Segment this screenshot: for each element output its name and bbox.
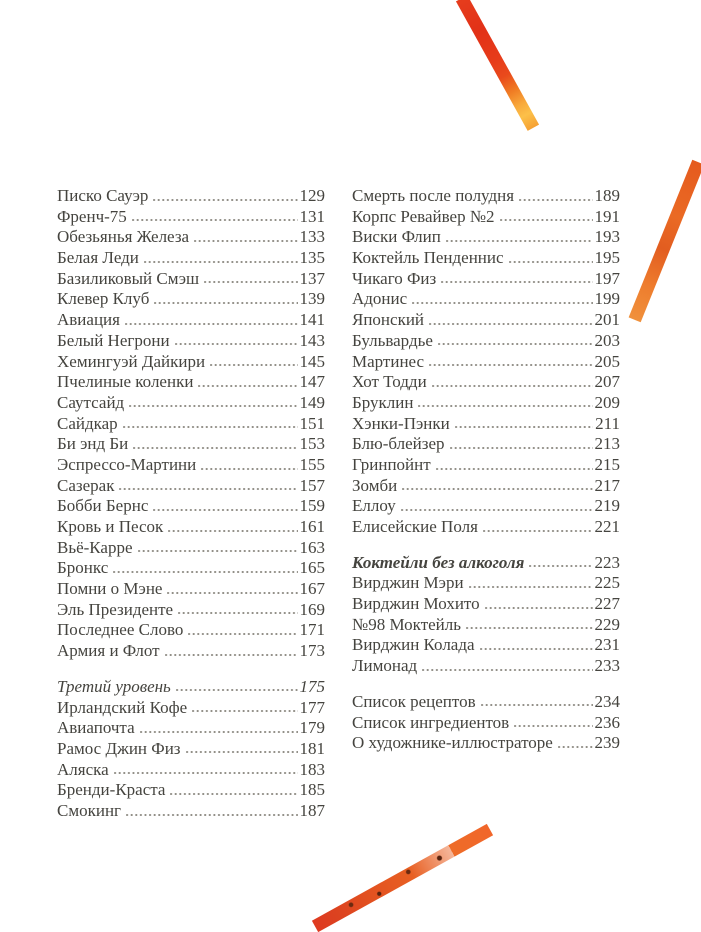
toc-entry-page-number: 139 (299, 289, 325, 309)
toc-entry-title: №98 Моктейль (352, 614, 462, 634)
toc-leader-dots (114, 772, 298, 774)
toc-entry-title: Лимонад (352, 656, 418, 676)
toc-leader-dots (188, 633, 297, 635)
toc-entry-title: Елисейские Поля (352, 517, 478, 536)
toc-entry (57, 227, 325, 248)
toc-entry-title: Авиапочта (57, 718, 135, 738)
toc-entry-page-number: 236 (594, 712, 620, 732)
toc-entry-title: Аляска (57, 759, 109, 779)
toc-entry-title: Армия и Флот (57, 641, 160, 661)
toc-entry-page-number: 183 (299, 759, 325, 779)
toc-entry (352, 635, 620, 656)
toc-entry-title: Коктейль Пенденнис (352, 248, 504, 268)
toc-leader-dots (167, 592, 297, 594)
toc-entry-title: Гринпойнт (352, 454, 431, 474)
toc-leader-dots (422, 669, 592, 671)
toc-entry-page-number: 189 (594, 186, 620, 205)
toc-leader-dots (500, 219, 593, 221)
toc-entry-title: Чикаго Физ (352, 268, 437, 288)
toc-entry (57, 455, 325, 476)
toc-entry (352, 248, 620, 269)
toc-entry (57, 331, 325, 352)
toc-entry-page-number: 217 (594, 475, 620, 495)
toc-entry (57, 186, 325, 207)
toc-entry (57, 641, 325, 662)
brush-stroke-top-right (456, 0, 539, 131)
toc-entry (57, 620, 325, 641)
toc-entry-title: Блю-блейзер (352, 434, 445, 454)
toc-entry-title: Мартинес (352, 351, 425, 371)
toc-entry (352, 352, 620, 373)
toc-entry-page-number: 147 (299, 372, 325, 392)
toc-entry-title: Третий уровень (57, 676, 171, 696)
toc-leader-dots (176, 689, 298, 691)
toc-entry-title: О художнике-иллюстраторе (352, 733, 553, 753)
toc-entry-page-number: 199 (594, 289, 620, 309)
toc-entry-title: Японский (352, 310, 425, 330)
toc-leader-dots (170, 793, 297, 795)
toc-leader-dots (429, 323, 592, 325)
toc-entry-page-number: 229 (594, 614, 620, 634)
toc-entry-page-number: 231 (594, 635, 620, 655)
toc-entry-title: Френч-75 (57, 206, 127, 226)
toc-section (352, 553, 620, 677)
toc-leader-dots (514, 725, 592, 727)
toc-entry-page-number: 211 (595, 413, 620, 433)
toc-leader-dots (483, 530, 593, 532)
toc-leader-dots (455, 426, 593, 428)
toc-leader-dots (509, 261, 593, 263)
toc-leader-dots (113, 571, 297, 573)
toc-entry (352, 496, 620, 517)
toc-entry-page-number: 177 (299, 697, 325, 717)
toc-entry-title: Би энд Би (57, 434, 129, 454)
toc-entry (57, 310, 325, 331)
toc-entry-page-number: 165 (299, 558, 325, 578)
toc-entry-page-number: 221 (594, 517, 620, 536)
toc-entry-page-number: 155 (299, 454, 325, 474)
toc-leader-dots (201, 468, 297, 470)
toc-leader-dots (133, 447, 297, 449)
toc-entry-page-number: 227 (594, 594, 620, 614)
toc-entry (352, 310, 620, 331)
toc-entry (352, 289, 620, 310)
toc-entry-title: Еллоу (352, 496, 396, 516)
toc-entry-title: Пчелиные коленки (57, 372, 194, 392)
toc-section (57, 186, 325, 662)
toc-left-column (57, 186, 325, 822)
toc-leader-dots (529, 565, 592, 567)
toc-entry-title: Базиликовый Смэш (57, 268, 200, 288)
toc-entry (352, 207, 620, 228)
toc-entry-page-number: 201 (594, 310, 620, 330)
toc-entry-title: Кровь и Песок (57, 517, 164, 536)
toc-leader-dots (481, 704, 593, 706)
toc-leader-dots (204, 281, 297, 283)
toc-leader-dots (412, 302, 592, 304)
toc-right-column (352, 186, 620, 822)
toc-entry-title: Список ингредиентов (352, 712, 510, 732)
toc-entry (57, 289, 325, 310)
toc-entry-title: Вирджин Колада (352, 635, 475, 655)
toc-leader-dots (129, 405, 297, 407)
toc-leader-dots (175, 343, 298, 345)
toc-leader-dots (441, 281, 592, 283)
toc-entry-page-number: 137 (299, 268, 325, 288)
toc-leader-dots (198, 385, 297, 387)
toc-entry-title: Последнее Слово (57, 620, 184, 640)
toc-entry (57, 393, 325, 414)
toc-entry-page-number: 207 (594, 372, 620, 392)
toc-entry-title: Смокинг (57, 800, 122, 820)
toc-entry (352, 713, 620, 734)
toc-entry (352, 517, 620, 538)
toc-entry (57, 677, 325, 698)
toc-entry-title: Вирджин Мэри (352, 573, 464, 593)
toc-entry (352, 573, 620, 594)
toc-leader-dots (418, 405, 592, 407)
toc-leader-dots (485, 607, 593, 609)
toc-entry (57, 801, 325, 822)
toc-entry (57, 496, 325, 517)
toc-entry-title: Вьё-Карре (57, 537, 133, 557)
toc-entry-title: Сайдкар (57, 413, 118, 433)
toc-entry-title: Эль Президенте (57, 599, 174, 619)
toc-entry-page-number: 179 (299, 718, 325, 738)
table-of-contents (57, 186, 620, 822)
toc-leader-dots (438, 343, 593, 345)
toc-entry-title: Хэнки-Пэнки (352, 413, 450, 433)
toc-entry-page-number: 151 (299, 413, 325, 433)
toc-leader-dots (401, 509, 593, 511)
toc-entry-page-number: 213 (594, 434, 620, 454)
toc-leader-dots (436, 468, 593, 470)
toc-entry-page-number: 161 (299, 517, 325, 536)
toc-entry-title: Сазерак (57, 475, 115, 495)
toc-entry (57, 434, 325, 455)
toc-entry-title: Эспрессо-Мартини (57, 454, 197, 474)
toc-leader-dots (432, 385, 593, 387)
toc-entry (57, 517, 325, 538)
toc-leader-dots (165, 654, 298, 656)
toc-entry-page-number: 219 (594, 496, 620, 516)
toc-entry (352, 594, 620, 615)
toc-entry-title: Саутсайд (57, 392, 125, 412)
toc-leader-dots (140, 731, 298, 733)
toc-entry (352, 269, 620, 290)
toc-entry-title: Хемингуэй Дайкири (57, 351, 206, 371)
toc-leader-dots (429, 364, 592, 366)
toc-leader-dots (446, 240, 593, 242)
toc-entry-page-number: 223 (594, 552, 620, 572)
toc-leader-dots (144, 261, 298, 263)
toc-entry (57, 476, 325, 497)
toc-leader-dots (154, 302, 297, 304)
toc-entry (57, 760, 325, 781)
toc-leader-dots (192, 710, 297, 712)
toc-leader-dots (153, 199, 297, 201)
toc-entry-page-number: 153 (299, 434, 325, 454)
toc-entry (352, 656, 620, 677)
toc-entry-title: Коктейли без алкоголя (352, 552, 525, 572)
toc-entry-page-number: 145 (299, 351, 325, 371)
toc-entry (352, 553, 620, 574)
toc-leader-dots (469, 586, 593, 588)
toc-entry (352, 331, 620, 352)
toc-leader-dots (123, 426, 298, 428)
toc-leader-dots (168, 530, 297, 532)
toc-entry (352, 476, 620, 497)
toc-entry-page-number: 133 (299, 227, 325, 247)
toc-entry-page-number: 143 (299, 330, 325, 350)
toc-entry (57, 780, 325, 801)
toc-entry-page-number: 173 (299, 641, 325, 661)
toc-leader-dots (119, 488, 297, 490)
toc-entry (352, 434, 620, 455)
toc-entry-title: Ирландский Кофе (57, 697, 188, 717)
toc-entry-page-number: 181 (299, 738, 325, 758)
toc-entry (352, 455, 620, 476)
toc-entry (57, 207, 325, 228)
toc-entry-page-number: 195 (594, 248, 620, 268)
toc-entry-title: Писко Сауэр (57, 186, 149, 205)
toc-entry-page-number: 205 (594, 351, 620, 371)
toc-entry (57, 579, 325, 600)
toc-leader-dots (194, 240, 297, 242)
toc-entry (57, 414, 325, 435)
toc-entry-page-number: 159 (299, 496, 325, 516)
toc-entry-page-number: 187 (299, 800, 325, 820)
toc-entry-title: Список рецептов (352, 691, 476, 711)
toc-entry-title: Бронкс (57, 558, 109, 578)
toc-entry-title: Адонис (352, 289, 408, 309)
toc-entry-page-number: 197 (594, 268, 620, 288)
toc-entry-page-number: 171 (299, 620, 325, 640)
brush-stroke-bottom (312, 824, 493, 932)
toc-entry (57, 372, 325, 393)
toc-entry-page-number: 129 (299, 186, 325, 205)
toc-leader-dots (186, 751, 298, 753)
toc-entry-title: Клевер Клуб (57, 289, 150, 309)
toc-entry-title: Белая Леди (57, 248, 139, 268)
brush-stroke-right-edge (629, 160, 701, 322)
toc-entry-title: Вирджин Мохито (352, 594, 480, 614)
toc-leader-dots (153, 509, 297, 511)
toc-entry-title: Помни о Мэне (57, 579, 163, 599)
toc-leader-dots (126, 814, 297, 816)
toc-leader-dots (519, 199, 592, 201)
toc-leader-dots (450, 447, 593, 449)
toc-entry (57, 352, 325, 373)
toc-entry (57, 600, 325, 621)
toc-entry (352, 227, 620, 248)
toc-entry (352, 414, 620, 435)
toc-leader-dots (466, 627, 592, 629)
toc-entry-title: Обезьянья Железа (57, 227, 190, 247)
toc-leader-dots (178, 612, 297, 614)
toc-entry-page-number: 167 (299, 579, 325, 599)
toc-entry (352, 733, 620, 754)
toc-leader-dots (558, 746, 593, 748)
toc-entry (57, 698, 325, 719)
toc-entry (57, 269, 325, 290)
toc-entry-page-number: 215 (594, 454, 620, 474)
toc-entry-title: Белый Негрони (57, 330, 170, 350)
toc-entry-page-number: 239 (594, 733, 620, 753)
toc-leader-dots (125, 323, 298, 325)
toc-leader-dots (132, 219, 298, 221)
toc-entry-page-number: 135 (299, 248, 325, 268)
toc-entry-title: Авиация (57, 310, 120, 330)
toc-entry (352, 186, 620, 207)
toc-entry-title: Зомби (352, 475, 398, 495)
toc-entry-page-number: 131 (299, 206, 325, 226)
toc-entry-title: Бульвардье (352, 330, 433, 350)
toc-entry (57, 558, 325, 579)
toc-section (57, 677, 325, 822)
toc-entry-title: Бобби Бернс (57, 496, 149, 516)
toc-entry-page-number: 185 (299, 780, 325, 800)
toc-entry-title: Смерть после полудня (352, 186, 515, 205)
toc-entry-page-number: 149 (299, 392, 325, 412)
toc-entry-page-number: 191 (594, 206, 620, 226)
toc-leader-dots (210, 364, 297, 366)
toc-entry-title: Корпс Ревайвер №2 (352, 206, 495, 226)
toc-entry-title: Бренди-Краста (57, 780, 166, 800)
toc-entry (352, 615, 620, 636)
toc-leader-dots (480, 648, 593, 650)
toc-entry-page-number: 169 (299, 599, 325, 619)
toc-entry (57, 538, 325, 559)
toc-entry-page-number: 234 (594, 691, 620, 711)
toc-entry-page-number: 203 (594, 330, 620, 350)
toc-entry (57, 718, 325, 739)
toc-entry-page-number: 175 (299, 676, 325, 696)
toc-leader-dots (138, 550, 298, 552)
toc-entry (352, 372, 620, 393)
toc-section (352, 186, 620, 538)
toc-entry (352, 393, 620, 414)
toc-entry-page-number: 193 (594, 227, 620, 247)
toc-entry-page-number: 141 (299, 310, 325, 330)
toc-entry-title: Виски Флип (352, 227, 441, 247)
toc-entry (352, 692, 620, 713)
toc-leader-dots (402, 488, 592, 490)
toc-entry-title: Хот Тодди (352, 372, 427, 392)
toc-entry-page-number: 157 (299, 475, 325, 495)
toc-entry (57, 248, 325, 269)
toc-entry (57, 739, 325, 760)
toc-entry-page-number: 225 (594, 573, 620, 593)
toc-entry-page-number: 163 (299, 537, 325, 557)
toc-entry-page-number: 209 (594, 392, 620, 412)
toc-entry-page-number: 233 (594, 656, 620, 676)
toc-section (352, 692, 620, 754)
toc-entry-title: Бруклин (352, 392, 414, 412)
toc-entry-title: Рамос Джин Физ (57, 738, 181, 758)
